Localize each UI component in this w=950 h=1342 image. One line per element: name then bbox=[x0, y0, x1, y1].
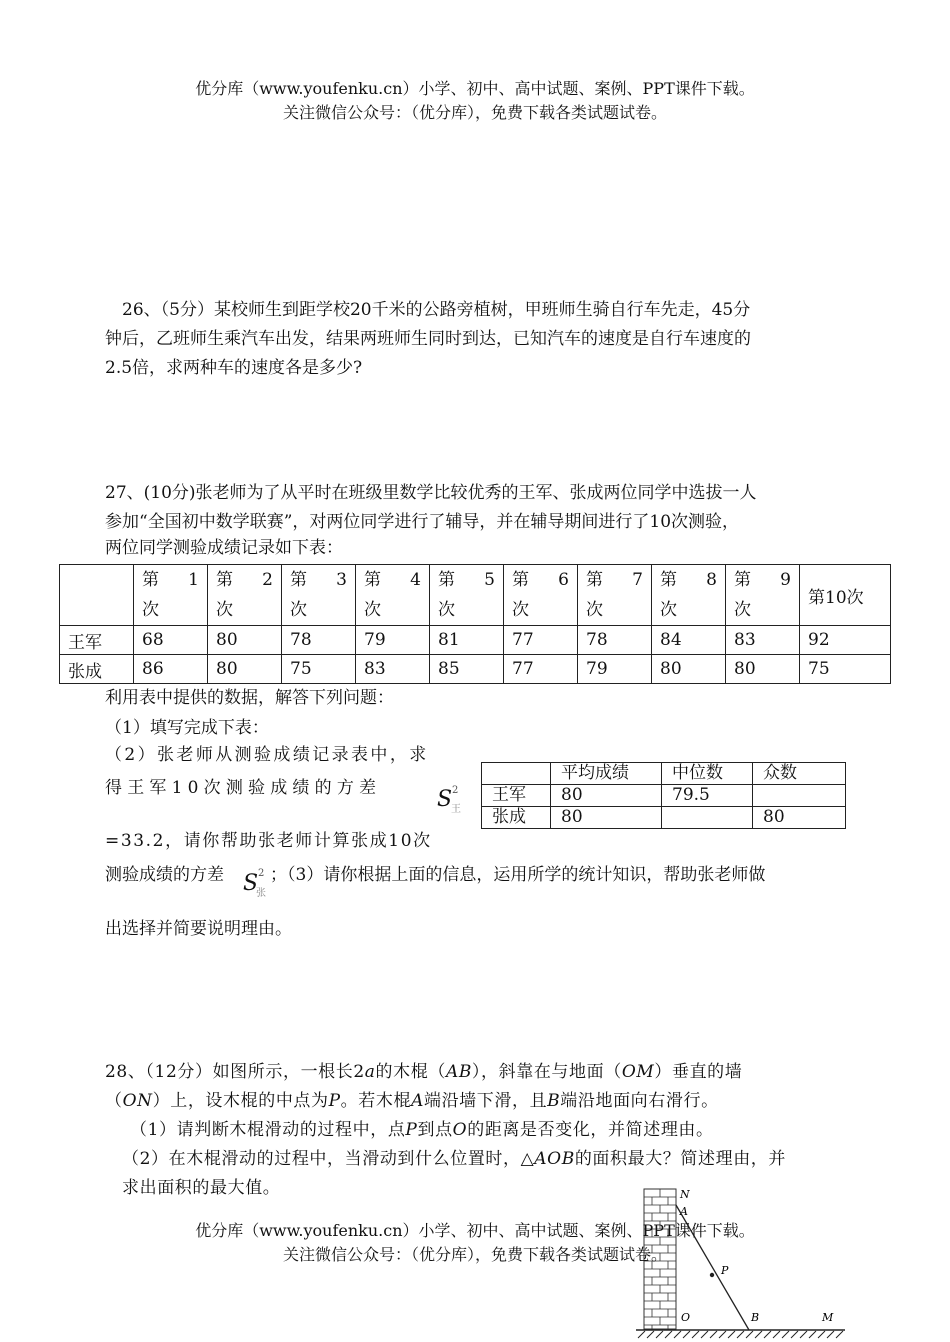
label-m: M bbox=[822, 1311, 834, 1324]
variance-subscript-wang: 王 bbox=[451, 804, 461, 815]
header-cell-10: 第10次 bbox=[800, 565, 891, 626]
q27-line-3: 两位同学测验成绩记录如下表： bbox=[105, 538, 343, 558]
variance-subscript-zhang: 张 bbox=[256, 888, 266, 899]
q26-line-1: 26、（5分）某校师生到距学校20千米的公路旁植树，甲班师生骑自行车先走，45分 bbox=[122, 300, 751, 320]
q28-line-2: （ON）上，设木棍的中点为P。若木棍A端沿墙下滑，且B端沿地面向右滑行。 bbox=[105, 1091, 719, 1111]
q27-sub-2-line-2: 得王军10次测验成绩的方差 bbox=[105, 778, 382, 798]
q28-line-1: 28、（12分）如图所示，一根长2a的木棍（AB），斜靠在与地面（OM）垂直的墙 bbox=[105, 1062, 743, 1082]
variance-exponent-zhang: 2 bbox=[258, 868, 265, 879]
header-line-1: 优分库（www.youfenku.cn）小学、初中、高中试题、案例、PPT课件下载。 bbox=[195, 79, 755, 98]
label-b: B bbox=[751, 1311, 760, 1324]
q27-sub-2-line-5: 出选择并简要说明理由。 bbox=[105, 919, 292, 939]
variance-exponent-wang: 2 bbox=[452, 785, 459, 796]
question-27-intro bbox=[105, 479, 850, 559]
label-p: P bbox=[721, 1264, 729, 1277]
table-row: 王军 68 80 78 79 81 77 78 84 83 92 bbox=[60, 626, 891, 655]
label-n: N bbox=[680, 1188, 690, 1201]
stats-table-header: 平均成绩 中位数 众数 bbox=[482, 763, 846, 785]
scores-table bbox=[59, 564, 891, 684]
question-28 bbox=[105, 1058, 850, 1203]
scores-table-header: 第 1 次 第 2 次 第 3 次 第 4 次 第 5 次 第 6 次 第 7 次 第 8 次 第 9 次 第10次 bbox=[60, 565, 891, 626]
q27-line-2: 参加“全国初中数学联赛”，对两位同学进行了辅导，并在辅导期间进行了10次测验， bbox=[105, 512, 740, 532]
q27-sub-2-line-4b: ；（3）请你根据上面的信息，运用所学的统计知识，帮助张老师做 bbox=[270, 865, 766, 885]
question-26 bbox=[105, 296, 850, 383]
variance-symbol-wang: S bbox=[437, 787, 453, 812]
q28-sub-2: （2）在木棍滑动的过程中，当滑动到什么位置时，△AOB的面积最大？简述理由，并 bbox=[122, 1149, 787, 1169]
variance-symbol-zhang: S bbox=[243, 871, 259, 896]
q28-sub-2-line-2: 求出面积的最大值。 bbox=[122, 1178, 281, 1198]
q27-sub-2-line-3: =33.2，请你帮助张老师计算张成10次 bbox=[105, 831, 432, 851]
q27-line-1: 27、(10分)张老师为了从平时在班级里数学比较优秀的王军、张成两位同学中选拔一人 bbox=[105, 483, 757, 503]
header-line-2: 关注微信公众号：（优分库），免费下载各类试题试卷。 bbox=[282, 103, 667, 122]
q26-line-3: 2.5倍，求两种车的速度各是多少? bbox=[105, 358, 363, 378]
table-row: 王军 80 79.5 bbox=[482, 785, 846, 807]
midpoint-p bbox=[710, 1273, 714, 1277]
q27-after-table: 利用表中提供的数据，解答下列问题： bbox=[105, 688, 394, 708]
label-a: A bbox=[680, 1205, 688, 1218]
q26-line-2: 钟后，乙班师生乘汽车出发，结果两班师生同时到达，已知汽车的速度是自行车速度的 bbox=[105, 329, 751, 349]
stats-table bbox=[481, 762, 846, 829]
table-row: 张成 86 80 75 83 85 77 79 80 80 75 bbox=[60, 655, 891, 684]
q27-sub-1: （1）填写完成下表： bbox=[105, 718, 269, 738]
label-o: O bbox=[681, 1311, 691, 1324]
footer-line-1: 优分库（www.youfenku.cn）小学、初中、高中试题、案例、PPT课件下载。 bbox=[195, 1221, 755, 1240]
q27-sub-2-line-4a: 测验成绩的方差 bbox=[105, 865, 224, 885]
footer-line-2: 关注微信公众号：（优分库），免费下载各类试题试卷。 bbox=[282, 1245, 667, 1264]
table-row: 张成 80 80 bbox=[482, 807, 846, 829]
q28-sub-1: （1）请判断木棍滑动的过程中，点P到点O的距离是否变化，并简述理由。 bbox=[130, 1120, 714, 1140]
q27-sub-2-line-1: （2）张老师从测验成绩记录表中，求 bbox=[105, 745, 429, 765]
